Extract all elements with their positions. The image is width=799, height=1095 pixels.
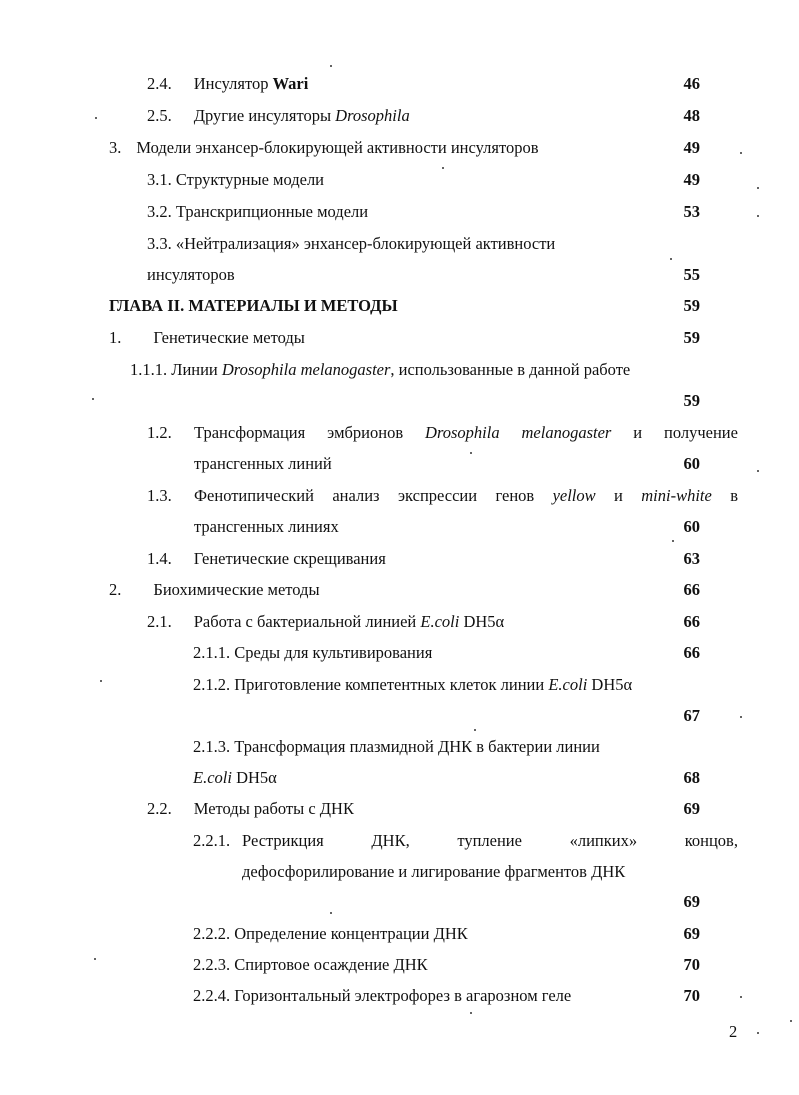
entry-page: 60: [683, 454, 700, 473]
scan-speck: [470, 1012, 472, 1014]
entry-title: Биохимические методы: [153, 580, 320, 599]
scan-speck: [790, 1020, 792, 1022]
entry-title-italic: E.coli: [193, 768, 232, 787]
entry-word: анализ: [332, 486, 380, 505]
entry-word: эмбрионов: [327, 423, 404, 442]
entry-number: 3.2.: [147, 202, 172, 221]
entry-page: 55: [683, 265, 700, 284]
toc-entry-3-2: [147, 202, 368, 222]
entry-word: ДНК,: [371, 831, 410, 850]
entry-number: 2.2.1.: [193, 831, 231, 850]
scan-speck: [330, 65, 332, 67]
entry-title: Другие инсуляторы: [193, 106, 336, 125]
toc-entry-1: [109, 328, 305, 348]
scan-speck: [757, 215, 759, 217]
entry-title: Генетические скрещивания: [193, 549, 386, 568]
entry-title-italic: Drosophila: [335, 106, 410, 125]
entry-page: 59: [683, 296, 700, 315]
scan-speck: [92, 398, 94, 400]
entry-page: 69: [683, 892, 700, 911]
toc-entry-2-1-2: [193, 675, 632, 695]
entry-word: тупление: [457, 831, 522, 850]
entry-title-continued: трансгенных линий: [194, 454, 332, 473]
scan-speck: [94, 958, 96, 960]
entry-page: 53: [683, 202, 700, 221]
entry-number: 2.4.: [147, 74, 172, 93]
toc-entry-1-1-1: [130, 360, 630, 380]
scan-speck: [95, 117, 97, 119]
entry-word: melanogaster: [521, 423, 612, 442]
entry-word: и: [614, 486, 623, 505]
scan-speck: [740, 996, 742, 998]
entry-title: Приготовление компетентных клеток линии: [234, 675, 549, 694]
scan-speck: [470, 452, 472, 454]
entry-title: Горизонтальный электрофорез в агарозном геле: [234, 986, 572, 1005]
entry-title-rest: DH5α: [231, 768, 277, 787]
entry-word: получение: [664, 423, 738, 442]
entry-word: mini-white: [641, 486, 712, 505]
toc-entry-1-3: [194, 486, 738, 506]
entry-number: 2.1.3.: [193, 737, 231, 756]
entry-word: Drosophila: [425, 423, 500, 442]
entry-number: 2.2.3.: [193, 955, 231, 974]
entry-word: «липких»: [569, 831, 638, 850]
entry-number: 1.4.: [147, 549, 172, 568]
entry-page: 59: [683, 391, 700, 410]
entry-word: концов,: [684, 831, 738, 850]
entry-title: Работа с бактериальной линией: [193, 612, 421, 631]
entry-title: Методы работы с ДНК: [193, 799, 354, 818]
toc-entry-2-5: [147, 106, 410, 126]
entry-number: 1.3.: [147, 486, 172, 505]
entry-title: Модели энхансер-блокирующей активности инсуляторов: [136, 138, 539, 157]
toc-entry-2-1-3: [193, 737, 600, 757]
scan-speck: [442, 167, 444, 169]
entry-title: Среды для культивирования: [234, 643, 433, 662]
entry-page: 48: [683, 106, 700, 125]
scan-speck: [757, 187, 759, 189]
entry-page: 69: [683, 924, 700, 943]
toc-entry-2-4: [147, 74, 308, 94]
entry-page: 49: [683, 138, 700, 157]
entry-page: 59: [683, 328, 700, 347]
toc-entry-3: [109, 138, 539, 158]
entry-page: 60: [683, 517, 700, 536]
entry-word: yellow: [552, 486, 596, 505]
entry-number: 3.3.: [147, 234, 172, 253]
chapter-heading: ГЛАВА II. МАТЕРИАЛЫ И МЕТОДЫ: [109, 296, 398, 315]
toc-entry-2-2-1: [242, 831, 738, 851]
entry-number: 3.1.: [147, 170, 172, 189]
entry-page: 66: [683, 643, 700, 662]
entry-page: 63: [683, 549, 700, 568]
toc-entry-2-2: [147, 799, 354, 819]
scan-speck: [740, 152, 742, 154]
entry-number: 1.2.: [147, 423, 172, 442]
entry-title: Транскрипционные модели: [175, 202, 369, 221]
entry-title: Структурные модели: [175, 170, 325, 189]
entry-number: 2.2.4.: [193, 986, 231, 1005]
toc-entry-2-1-1: [193, 643, 432, 663]
entry-page: 67: [683, 706, 700, 725]
entry-title-rest: DH5α: [459, 612, 505, 631]
entry-word: генов: [495, 486, 535, 505]
scan-speck: [740, 716, 742, 718]
toc-entry-1-4: [147, 549, 386, 569]
entry-title-rest: DH5α: [587, 675, 633, 694]
entry-page: 66: [683, 580, 700, 599]
entry-page: 70: [683, 955, 700, 974]
toc-entry-2-2-3: [193, 955, 428, 975]
entry-number: 2.5.: [147, 106, 172, 125]
scan-speck: [757, 1032, 759, 1034]
entry-page: 46: [683, 74, 700, 93]
entry-number: 2.1.2.: [193, 675, 231, 694]
entry-number: 2.2.: [147, 799, 172, 818]
toc-entry-2-2-2: [193, 924, 468, 944]
entry-title-continued: инсуляторов: [147, 265, 235, 284]
entry-page: 69: [683, 799, 700, 818]
entry-number: 3.: [109, 138, 122, 157]
entry-title-italic: E.coli: [548, 675, 588, 694]
toc-entry-2-2-4: [193, 986, 571, 1006]
entry-word: Рестрикция: [242, 831, 324, 850]
scan-speck: [330, 912, 332, 914]
entry-title-continued: дефосфорилирование и лигирование фрагментов ДНК: [242, 862, 626, 881]
page-number: 2: [729, 1022, 738, 1041]
entry-word: в: [730, 486, 738, 505]
entry-word: Трансформация: [194, 423, 306, 442]
entry-title: Трансформация плазмидной ДНК в бактерии линии: [234, 737, 600, 756]
entry-title-continued: [193, 768, 277, 788]
entry-number: 2.1.: [147, 612, 172, 631]
toc-entry-3-3: [147, 234, 555, 254]
scan-speck: [100, 680, 102, 682]
entry-title: Определение концентрации ДНК: [234, 924, 468, 943]
entry-title: Инсулятор: [193, 74, 273, 93]
entry-page: 49: [683, 170, 700, 189]
entry-title-continued: трансгенных линиях: [194, 517, 339, 536]
toc-entry-3-1: [147, 170, 324, 190]
toc-entry-2: [109, 580, 320, 600]
entry-title-bold: Wari: [272, 74, 309, 93]
entry-title: «Нейтрализация» энхансер-блокирующей активности: [175, 234, 556, 253]
entry-title: Линии: [171, 360, 222, 379]
entry-title: Спиртовое осаждение ДНК: [234, 955, 428, 974]
entry-page: 66: [683, 612, 700, 631]
scan-speck: [670, 258, 672, 260]
entry-number: 1.1.1.: [130, 360, 168, 379]
scan-speck: [757, 470, 759, 472]
entry-number: 2.1.1.: [193, 643, 231, 662]
entry-number: 2.: [109, 580, 122, 599]
scan-speck: [474, 729, 476, 731]
entry-number: 1.: [109, 328, 122, 347]
toc-entry-2-1: [147, 612, 504, 632]
entry-title-italic: Drosophila melanogaster: [221, 360, 391, 379]
toc-entry-1-2: [194, 423, 738, 443]
entry-title: Генетические методы: [153, 328, 305, 347]
entry-word: и: [633, 423, 643, 442]
entry-title-rest: , использованные в данной работе: [390, 360, 631, 379]
scan-speck: [672, 540, 674, 542]
entry-page: 70: [683, 986, 700, 1005]
entry-word: Фенотипический: [194, 486, 314, 505]
entry-page: 68: [683, 768, 700, 787]
entry-number: 2.2.2.: [193, 924, 231, 943]
entry-word: экспрессии: [397, 486, 478, 505]
entry-title-italic: E.coli: [420, 612, 460, 631]
